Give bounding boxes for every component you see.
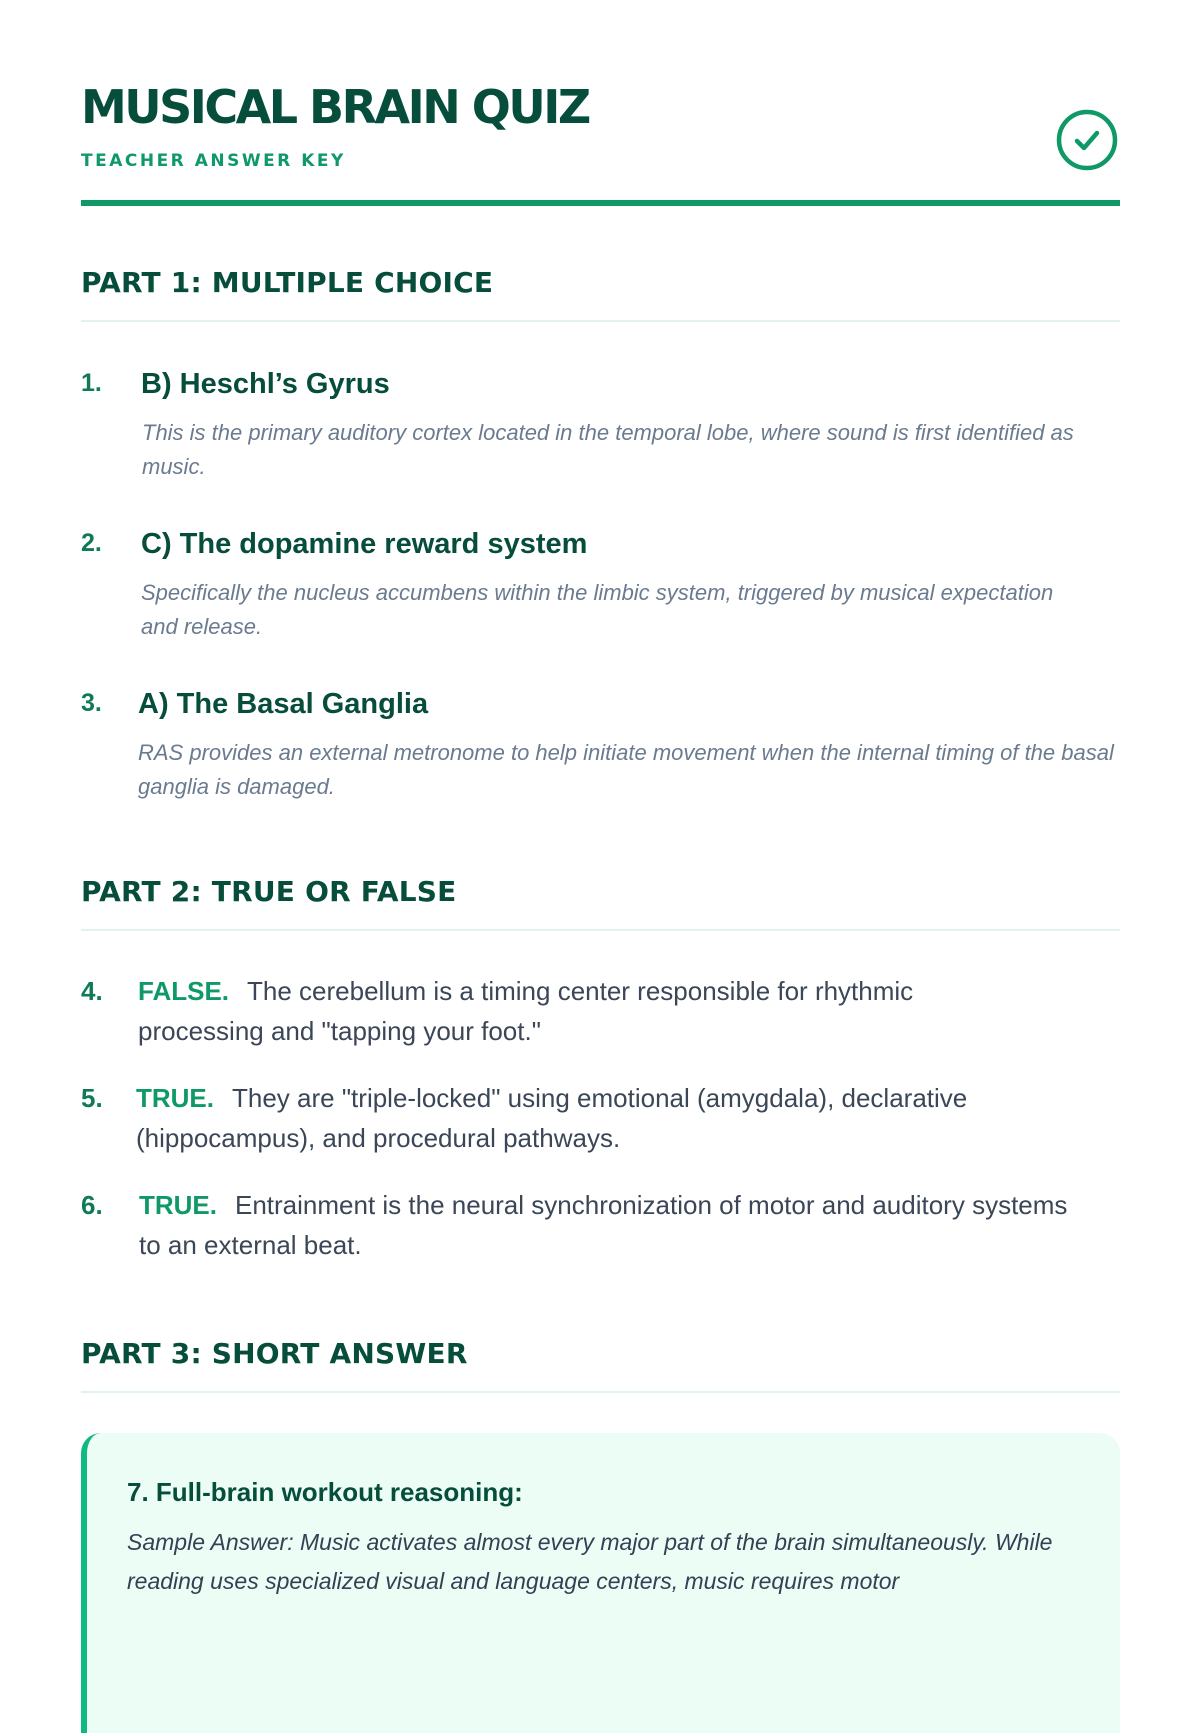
verdict-label: TRUE. (136, 1083, 214, 1113)
question-explanation: RAS provides an external metronome to help initiate movement when the internal timing of the basal ganglia is damaged. (138, 740, 1114, 799)
part3-divider (81, 1391, 1120, 1393)
page-title: MUSICAL BRAIN QUIZ (81, 80, 589, 134)
short-answer-box (81, 1433, 1120, 1733)
part2-divider (81, 929, 1120, 931)
question-number: 5. (81, 1083, 103, 1113)
question-number: 6. (81, 1190, 103, 1220)
tf-explanation: They are "triple-locked" using emotional (amygdala), declarative (hippocampus), and procedural pathways. (136, 1083, 968, 1153)
question-number: 3. (81, 689, 102, 717)
part1-divider (81, 320, 1120, 322)
part1-title: PART 1: MULTIPLE CHOICE (81, 266, 494, 299)
question-answer: C) The dopamine reward system (141, 528, 588, 560)
short-answer-title: 7. Full-brain workout reasoning: (127, 1477, 523, 1507)
verdict-label: FALSE. (138, 976, 230, 1006)
question-number: 4. (81, 976, 103, 1006)
tf-statement (139, 1185, 1069, 1265)
tf-explanation: The cerebellum is a timing center responsible for rhythmic processing and "tapping your foot." (138, 976, 914, 1046)
part2-title: PART 2: TRUE OR FALSE (81, 875, 457, 908)
answer-key-page (81, 0, 1120, 1594)
question-answer: B) Heschl’s Gyrus (141, 368, 390, 400)
page-header (81, 0, 1120, 206)
tf-statement (138, 971, 1038, 1051)
page-subtitle: TEACHER ANSWER KEY (81, 151, 346, 171)
question-explanation: Specifically the nucleus accumbens within the limbic system, triggered by musical expectation and release. (141, 580, 1054, 639)
tf-statement (136, 1078, 1076, 1158)
question-answer: A) The Basal Ganglia (138, 688, 429, 720)
question-number: 2. (81, 529, 102, 557)
question-explanation: This is the primary auditory cortex located in the temporal lobe, where sound is first identified as music. (142, 420, 1074, 479)
question-number: 1. (81, 369, 102, 397)
check-circle-icon (1056, 109, 1118, 171)
short-answer-text: Sample Answer: Music activates almost every major part of the brain simultaneously. While reading uses specialized visual and language centers, music requires motor (127, 1529, 1053, 1594)
verdict-label: TRUE. (139, 1190, 217, 1220)
tf-explanation: Entrainment is the neural synchronization of motor and auditory systems to an external beat. (139, 1190, 1068, 1260)
part3-title: PART 3: SHORT ANSWER (81, 1337, 468, 1370)
